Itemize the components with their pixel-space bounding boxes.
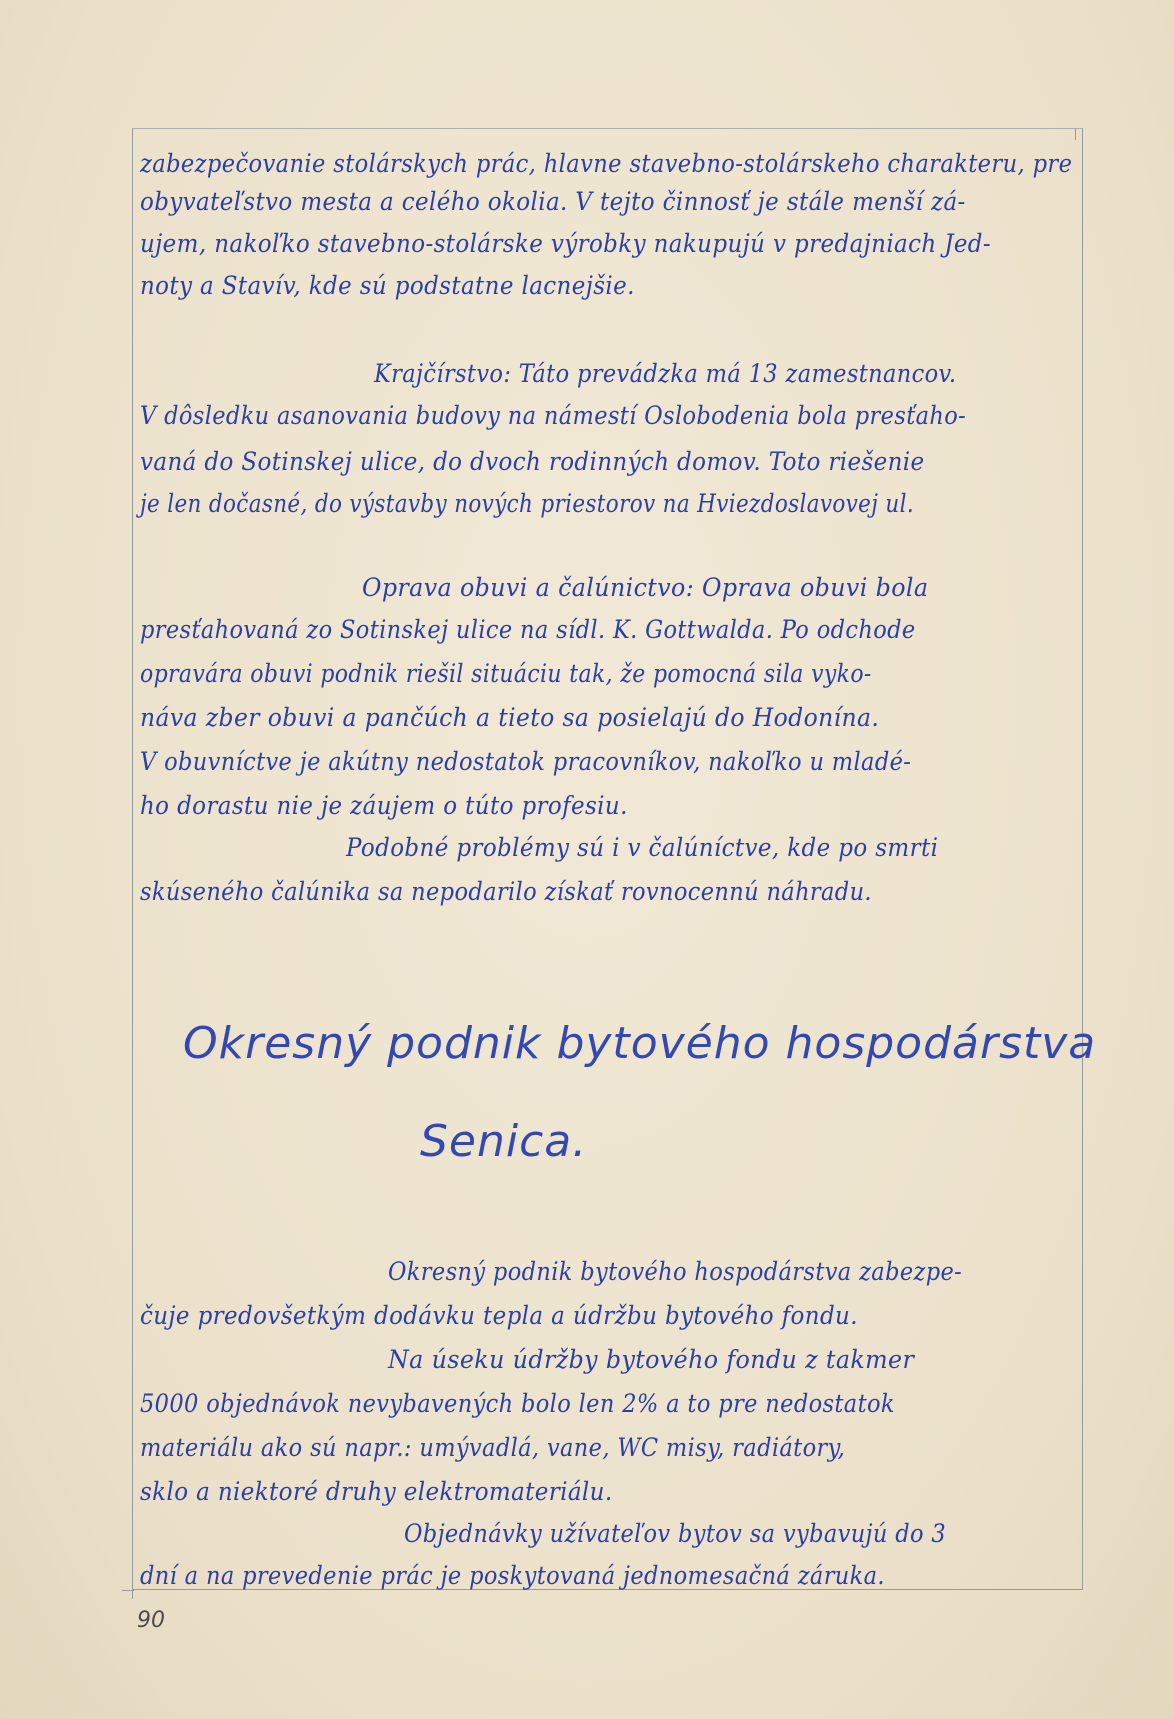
handwritten-line: presťahovaná zo Sotinskej ulice na sídl. K. Gottwalda. Po odchode (140, 615, 916, 644)
handwritten-line: dní a na prevedenie prác je poskytovaná jednomesačná záruka. (140, 1561, 885, 1590)
handwritten-line: 5000 objednávok nevybavených bolo len 2% a to pre nedostatok (140, 1389, 895, 1418)
handwritten-line: ujem, nakoľko stavebno-stolárske výrobky nakupujú v predajniach Jed- (140, 229, 992, 258)
handwritten-line: Podobné problémy sú i v čalúníctve, kde po smrti (346, 833, 939, 862)
handwritten-line: Objednávky užívateľov bytov sa vybavujú do 3 (404, 1519, 947, 1548)
handwritten-line: zabezpečovanie stolárskych prác, hlavne stavebno-stolárskeho charakteru, pre (140, 149, 1073, 178)
handwritten-line: V obuvníctve je akútny nedostatok pracovníkov, nakoľko u mladé- (140, 747, 912, 776)
handwritten-line: je len dočasné, do výstavby nových priestorov na Hviezdoslavovej ul. (140, 489, 914, 518)
handwritten-line: opravára obuvi podnik riešil situáciu tak, že pomocná sila vyko- (140, 659, 872, 688)
handwritten-line: ho dorastu nie je záujem o túto profesiu. (140, 791, 628, 820)
handwritten-line: noty a Stavív, kde sú podstatne lacnejšie. (140, 271, 635, 300)
section-heading-city: Senica. (420, 1116, 588, 1167)
handwritten-line: materiálu ako sú napr.: umývadlá, vane, WC misy, radiátory, (140, 1433, 846, 1462)
frame-corner-tick (132, 1575, 133, 1599)
handwritten-line: čuje predovšetkým dodávku tepla a údržbu bytového fondu. (140, 1301, 858, 1330)
handwritten-line: sklo a niektoré druhy elektromateriálu. (140, 1477, 613, 1506)
handwritten-line: V dôsledku asanovania budovy na námestí Oslobodenia bola presťaho- (140, 401, 967, 430)
handwritten-line: skúseného čalúnika sa nepodarilo získať rovnocennú náhradu. (140, 877, 872, 906)
frame-corner-tick (1075, 128, 1076, 140)
handwritten-line: Okresný podnik bytového hospodárstva zabezpe- (388, 1257, 963, 1286)
handwritten-line: Krajčírstvo: Táto prevádzka má 13 zamestnancov. (374, 359, 957, 388)
handwritten-line: obyvateľstvo mesta a celého okolia. V tejto činnosť je stále menší zá- (140, 187, 966, 216)
section-heading: Okresný podnik bytového hospodárstva (183, 1018, 1097, 1069)
handwritten-line: Na úseku údržby bytového fondu z takmer (388, 1345, 915, 1374)
handwritten-line: Oprava obuvi a čalúnictvo: Oprava obuvi bola (362, 573, 929, 602)
page-number: 90 (137, 1608, 165, 1633)
handwritten-line: náva zber obuvi a pančúch a tieto sa posielajú do Hodonína. (140, 703, 880, 732)
handwritten-line: vaná do Sotinskej ulice, do dvoch rodinných domov. Toto riešenie (140, 447, 925, 476)
